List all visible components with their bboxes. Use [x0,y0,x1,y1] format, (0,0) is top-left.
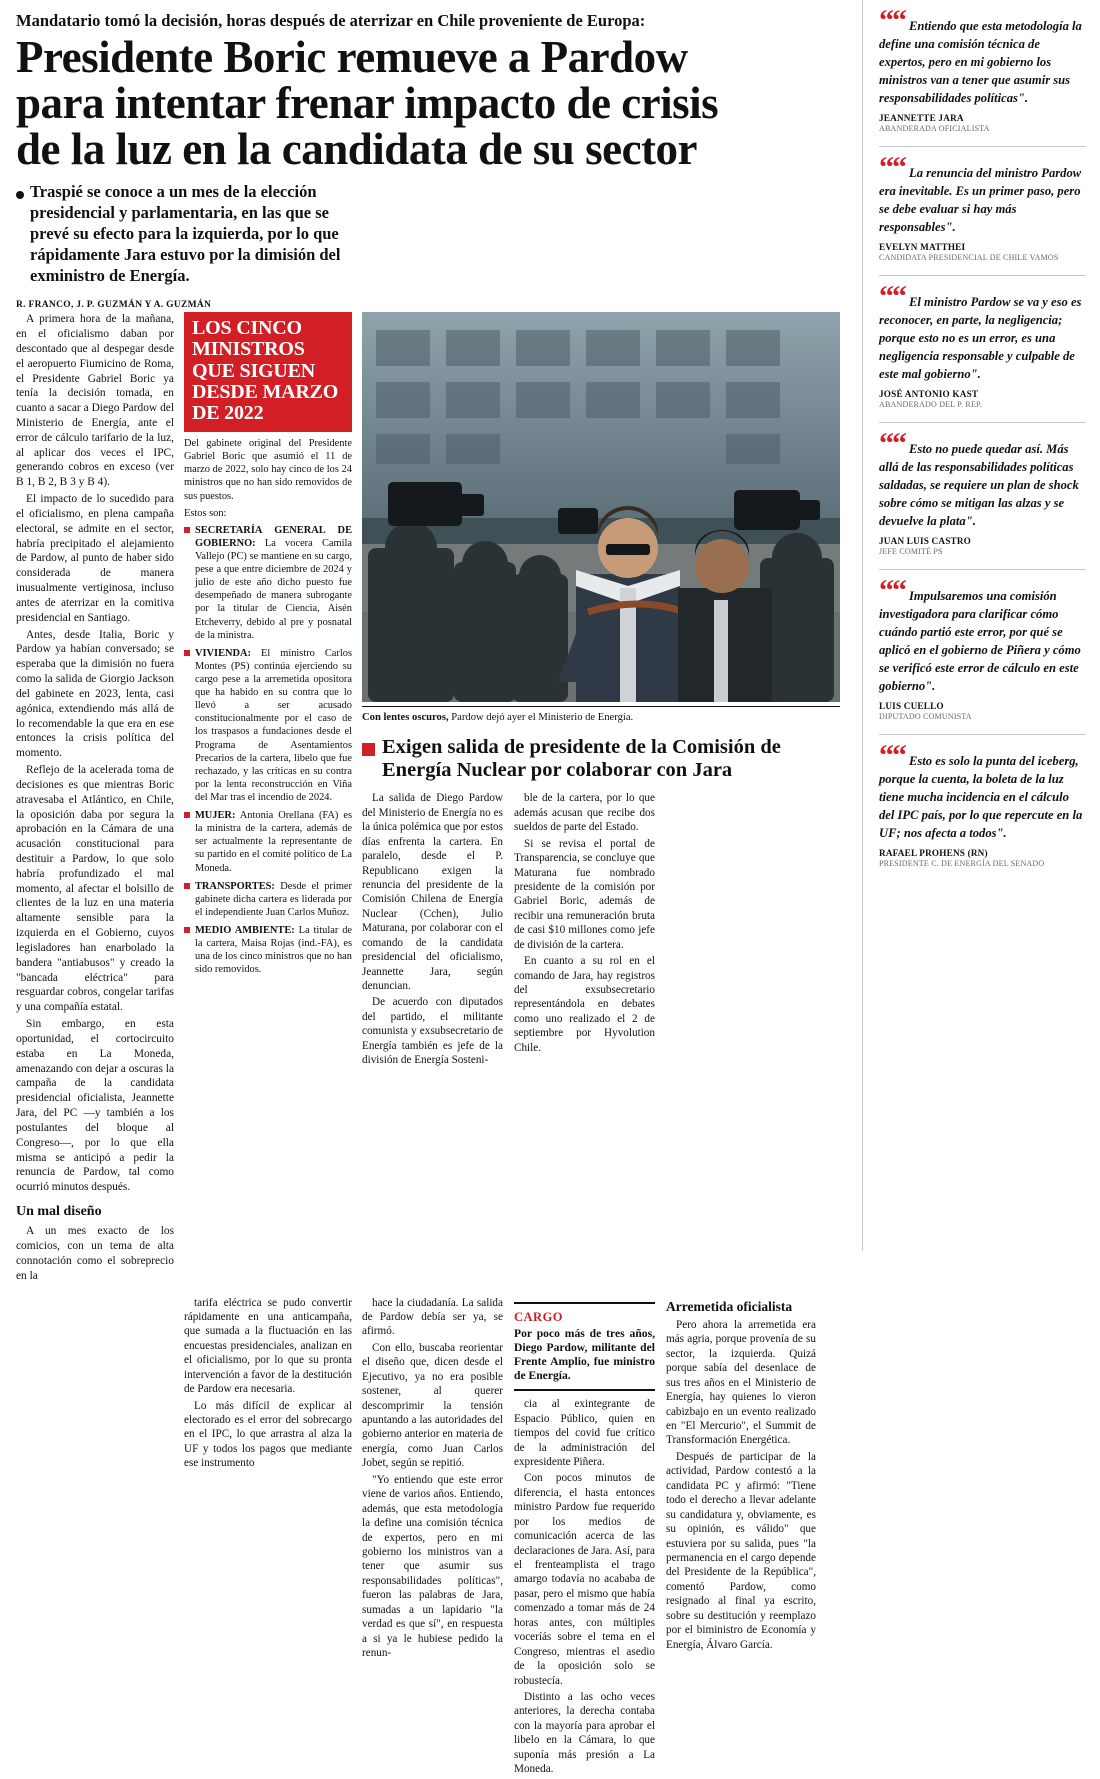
list-item-label: MUJER: [195,810,236,822]
body-column-b [184,312,362,1285]
quotes-rail [862,0,1100,1251]
bottom-column-2 [184,1296,362,1779]
quote-author: JOSÉ ANTONIO KAST [879,389,979,399]
quote-block [879,427,1086,556]
square-bullet-icon [184,527,190,533]
quote-mark-icon: ““ [879,574,905,607]
photo-illustration [362,312,840,702]
bottom-columns [16,1296,852,1779]
bullet-dot [16,191,24,199]
paragraph: El impacto de lo sucedido para el oficialismo, en plena campaña electoral, se admite en el sector, habría precipitado el alejamiento de Pardow, al punto de haber sido considerada de manera inusualmente vertiginosa, incluso antes de aterrizar en la comitiva presidencial en Santiago. [16,493,174,624]
quote-text-italic: El ministro Pardow se va y eso es reconocer, en parte, la negligencia; porque [879,295,1082,345]
quote-author: RAFAEL PROHENS (RN) [879,848,988,858]
paragraph: Antes, desde Italia, Boric y Pardow ya habían conversado; se esperaba que la dimisión no fuera como la salida de Giorgio Jackson del gabinete en 2023, lenta, casi agónica, extendiendo más allá de lo recomendable la que era en ese entonces la crisis política del momento. [16,628,174,760]
lead-block [16,181,852,287]
quote-role: CANDIDATA PRESIDENCIAL DE CHILE VAMOS [879,253,1059,262]
byline: R. FRANCO, J. P. GUZMÁN Y A. GUZMÁN [16,300,212,311]
quote-text-italic: Entiendo que esta metodología la define una comisión técnica de expertos, pero [879,19,1082,69]
subheading: Un mal diseño [16,1204,102,1220]
paragraph: tarifa eléctrica se pudo convertir rápidamente en una anticampaña, que sumada a la fluctuación en las encuestas presidenciales, analizan en el oficialismo, por lo que su pronta intervención a favor de la destitución de Pardow era necesaria. [184,1296,352,1396]
divider [879,569,1086,570]
bottom-column-3 [362,1296,514,1779]
secondary-headline: Exigen salida de presidente de la Comisión de Energía Nuclear por colaborar con Jara [382,736,781,782]
square-bullet-icon [184,650,190,656]
list-item-text: Antonia Orellana (FA) es la ministra de la cartera, además de ser actualmente la representante de su partido en el comité político de La Moneda. [195,810,352,874]
paragraph: De acuerdo con diputados del partido, el militante comunista y exsubsecretario de Energía también es jefe de la división de Energía Sosteni- [362,996,503,1067]
quote-block [879,151,1086,262]
lead-bullet [16,181,30,287]
cargo-text: Por poco más de tres años, Diego Pardow, militante del Frente Amplio, fue ministro de Energía. [514,1326,655,1383]
paragraph: Distinto a las ocho veces anteriores, la derecha contaba con la mayoría para aprobar el libelo en la Cámara, lo que suponía más presión a La Moneda. [514,1690,655,1776]
paragraph: A un mes exacto de los comicios, con un tema de alta connotación como el sobreprecio en la [16,1225,174,1282]
body-column-a [16,312,184,1285]
quote-role: DIPUTADO COMUNISTA [879,712,972,721]
quote-author: LUIS CUELLO [879,701,944,711]
quote-block [879,739,1086,868]
quote-author: JEANNETTE JARA [879,113,964,123]
paragraph: Reflejo de la acelerada toma de decisiones es que mientras Boric atravesaba el Atlántico, en Chile, la oposición daba por segura la aprobación en la Cámara de una acusación constitucional para destituir a Pardow, lo que solo habría profundizado el mal momento, al afectar el bolsillo de clientes de la luz en una materia altamente sensible para la izquierda en el Gobierno, cuyos legisladores han enarbolado la bandera "antiabusos" y creado la "bancada eléctrica" para resguardar cobros, congelar tarifas y una compañía estatal. [16,764,174,1014]
headline-line-3: de la luz en la candidata de su sector [16,123,698,174]
quote-mark-icon: ““ [879,280,905,313]
quote-mark-icon: ““ [879,427,905,460]
article-lead: Traspié se conoce a un mes de la elección presidencial y parlamentaria, en las que se prevé su efecto para la izquierda, por lo que rápidamente Jara estuvo por la dimisión del exministro de Energía. [30,181,341,286]
paragraph: "Yo entiendo que este error viene de varios años. Entiendo, además, que esta metodología la define una comisión técnica de expertos, pero en mi gobierno los ministros van a tener que asumir sus responsabilidades políticas", fueron las palabras de Jara, sumadas a un lapidario "la verdad es que sí", en respuesta a si ya le hubiese pedido la renun- [362,1473,503,1660]
quote-block [879,574,1086,721]
quote-text-bold: en mi gobierno los ministros van a tener que asumir sus responsabilidades políticas". [879,55,1071,105]
ministers-list [184,524,352,977]
list-item-text: La titular de la cartera, Maisa Rojas (ind.-FA), es una de los cinco ministros que no han sido removidos. [195,924,352,976]
quote-mark-icon: ““ [879,739,905,772]
paragraph: En cuanto a su rol en el comando de Jara, hay registros del exsubsecretario representándola en debates como uno realizado el 2 de septiembre por Hyvolution Chile. [514,955,655,1054]
quote-text-bold: esto no es un error, es una negligencia responsable y culpable de este mal gobierno". [879,331,1075,381]
sidebar-box-body [184,432,352,520]
quote-mark-icon: ““ [879,151,905,184]
quote-text-italic: Esto es solo la punta del iceberg, [909,754,1079,768]
list-item [184,880,352,919]
paragraph: Del gabinete original del Presidente Gabriel Boric que asumió el 11 de marzo de 2022, solo hay cinco de los 24 ministros que no han sido removidos de sus puestos. [184,438,352,502]
divider [879,422,1086,423]
quote-block [879,280,1086,409]
paragraph: Si se revisa el portal de Transparencia, se concluye que Maturana fue nombrado presidente de la comisión por Gabriel Boric, además de recibir una remuneración bruta de casi $10 millones como jefe de división de la cartera. [514,837,655,951]
article-photo [362,312,840,702]
paragraph: La salida de Diego Pardow del Ministerio de Energía no es la única polémica que por estos días enfrenta la cartera. En paralelo, desde el P. Republicano exigen la renuncia del presidente de la Comisión Chilena de Energía Nuclear (Cchen), Julio Maturana, por colaborar con el comando de la candidata presidencial del oficialismo, Jeannette Jara, según denuncian. [362,792,503,993]
quote-text-bold: Más allá de las responsabilidades políticas saldadas, se requiere un plan de shock sobre cómo se mitigan las alzas y se devuelve la plata". [879,442,1079,528]
quote-role: ABANDERADO DEL P. REP. [879,400,983,409]
paragraph: Sin embargo, en esta oportunidad, el cortocircuito estaba en La Moneda, amenazando con dejar a oscuras la campaña de la candidata presidencial oficialista, Jeannette Jara, del PC —y también a los postulantes del bloque al Congreso—, por lo que ella misma se anticipó a pedir la renuncia de Pardow, tal como ocurrió minutos después. [16,1018,174,1194]
secondary-headline-block [362,736,840,782]
divider [879,275,1086,276]
sidebar-box-title: LOS CINCO MINISTROS QUE SIGUEN DESDE MARZO DE 2022 [184,312,352,432]
secondary-body [362,791,840,1069]
divider [879,734,1086,735]
secondary-column-3 [666,791,816,1069]
quote-text-italic: La renuncia del ministro Pardow era inevitable. Es un primer paso, [879,166,1082,198]
photo-caption-text: Pardow dejó ayer el Ministerio de Energía. [448,712,634,724]
photo-column [362,312,840,1285]
paragraph: Pero ahora la arremetida era más agria, porque provenía de su sector, la izquierda. Quizá porque sabía del desenlace de sus tres años en el Ministerio de Energía, hay quienes lo vieron cabizbajo en un evento realizado en "El Mercurio", el Summit de Transformación Energética. [666,1318,816,1447]
list-item [184,524,352,642]
subheading: Arremetida oficialista [666,1298,793,1314]
headline-line-2: para intentar frenar impacto de crisis [16,77,719,128]
quote-author: EVELYN MATTHEI [879,242,966,252]
list-item [184,809,352,875]
bottom-column-1 [16,1296,184,1779]
paragraph: cia al exintegrante de Espacio Público, quien en tiempos del covid fue crítico de la administración del expresidente Piñera. [514,1398,655,1468]
list-item-text: Desde el primer gabinete dicha cartera es liderada por el independiente Juan Carlos Muñoz. [195,880,352,918]
article-kicker: Mandatario tomó la decisión, horas después de aterrizar en Chile proveniente de Europa: [16,11,646,30]
list-item [184,647,352,804]
quote-block [879,4,1086,133]
quote-text-bold: pero se debe evaluar si hay más responsables". [879,184,1081,234]
list-item-label: MEDIO AMBIENTE: [195,924,295,936]
list-item-label: SECRETARÍA GENERAL DE GOBIERNO: [195,524,352,549]
quote-author: JUAN LUIS CASTRO [879,536,972,546]
list-item-label: VIVIENDA: [195,647,251,659]
divider [879,146,1086,147]
paragraph: ble de la cartera, por lo que además acusan que recibe dos sueldos de parte del Estado. [514,792,655,834]
paragraph: Con pocos minutos de diferencia, el hasta entonces ministro Pardow fue requerido por los medios de comunicación acerca de las declaraciones de Jara. Así, para el frenteamplista el trago amargo todavía no acababa de pasar, pero el mismo que había comenzado a tomar más de 24 horas antes, con múltiples voceríás sobre el tema en el Congreso, mientras el asedio de la oposición solo se robustecía. [514,1472,655,1687]
list-item-text: La vocera Camila Vallejo (PC) se mantiene en su cargo, pese a que entre diciembre de 2024 y julio de este año dicho puesto fue desempeñado de manera subrogante por la titular de Ciencia, Aisén Etcheverry, debido al pre y posnatal de la ministra. [195,537,352,641]
quote-text-italic: Impulsaremos una comisión investigadora para clarificar cómo [879,589,1059,621]
square-bullet-icon [184,927,190,933]
list-item-label: TRANSPORTES: [195,880,275,892]
square-bullet-icon [184,883,190,889]
mid-section [16,312,852,1285]
cargo-label: CARGO [514,1309,564,1324]
page-title [16,31,852,174]
quote-role: PRESIDENTE C. DE ENERGÍA DEL SENADO [879,859,1045,868]
quote-mark-icon: ““ [879,4,905,37]
headline-line-1: Presidente Boric remueve a Pardow [16,31,688,82]
quote-text-italic: Esto no puede quedar así. [909,442,1047,456]
paragraph: Estos son: [184,507,227,519]
square-bullet-icon [184,812,190,818]
paragraph: Con ello, buscaba reorientar el diseño que, dicen desde el Ejecutivo, ya no era posible sostener, al querer descomprimir la tensión apuntando a las autoridades del gobierno anterior en materia de energía, como Juan Carlos Jobet, según se repitió. [362,1341,503,1470]
list-item-text: El ministro Carlos Montes (PS) continúa ejerciendo su cargo pese a la arremetida opositora que ha habido en su contra que lo llevó a ser acusado constitucionalmente por el caso de los traspasos a fundaciones desde el Programa de Asentamientos Precarios de la cartera, libelo que fue rechazado, y las críticas en su contra por la lenta reconstrucción en Viña del Mar tras el incendio de 2024. [195,647,352,803]
list-item [184,924,352,976]
secondary-column-2 [514,791,666,1069]
paragraph: Lo más difícil de explicar al electorado es el error del sobrecargo en el IPC, lo que arrastra al alza la UF y todos los pagos que mediante ese instrumento [184,1399,352,1470]
square-marker-icon [362,743,375,756]
photo-caption [362,706,840,724]
secondary-column-1 [362,791,514,1069]
paragraph: hace la ciudadanía. La salida de Pardow debía ser ya, se afirmó. [362,1296,503,1338]
quote-role: JEFE COMITÉ PS [879,547,943,556]
bottom-column-4 [514,1296,666,1779]
quote-text-bold: porque la cuenta, la boleta de la luz tiene mucha incidencia en el cálculo del IPC país, por lo que repercute en la UF; nos afecta a todos". [879,772,1083,840]
cargo-box [514,1302,655,1392]
paragraph: Después de participar de la actividad, Pardow contestó a la candidata PC y afirmó: "Tiene todo el derecho a llevar adelante su candidatura y, obviamente, es su opinión, es válido" que estuviera por su salida, pues "la permanencia en el cargo depende del Presidente de la República", comentó Pardow, como resignado al final ya escrito, sobre su destitución y reemplazo por el biministro de Economía y Energía, Álvaro García. [666,1450,816,1651]
bottom-column-5 [666,1296,816,1779]
quote-text-bold: cuándo partió este error, por qué se aplicó en el gobierno de Piñera y cómo se verificó este error de cálculo en este gobierno". [879,625,1081,693]
photo-caption-lead: Con lentes oscuros, [362,712,449,724]
paragraph: A primera hora de la mañana, en el oficialismo daban por descontado que al despegar desde el aeropuerto Fiumicino de Roma, el Presidente Gabriel Boric ya tenía la decisión tomada, en cuanto a sacar a Diego Pardow del Ministerio de Energía, ante el error de cálculo tarifario de la luz, al aplicar dos veces el IPC, generando cobros en exceso (ver B 1, B 2, B 3 y B 4). [16,313,174,489]
quote-role: ABANDERADA OFICIALISTA [879,124,990,133]
